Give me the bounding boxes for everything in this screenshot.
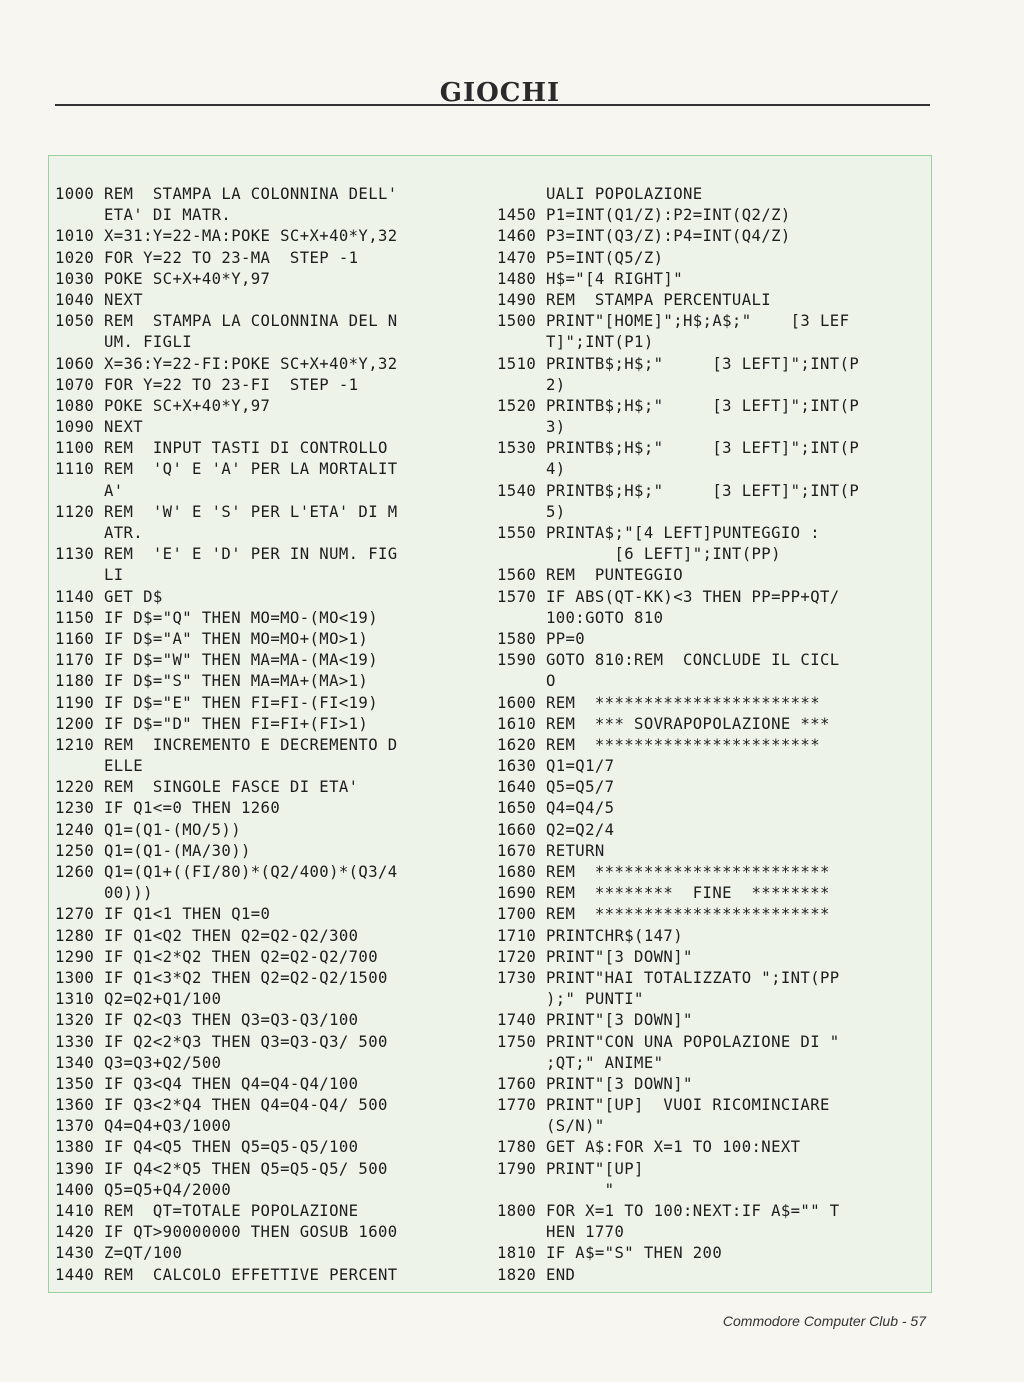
code-line: ELLE <box>55 757 144 776</box>
code-line: A' <box>55 481 124 500</box>
code-line: 2) <box>497 375 566 394</box>
code-line: [6 LEFT]";INT(PP) <box>497 545 781 564</box>
code-line: 1410 REM QT=TOTALE POPOLAZIONE <box>55 1202 359 1220</box>
code-line: 1110 REM 'Q' E 'A' PER LA MORTALIT <box>55 460 398 479</box>
code-line: 1250 Q1=(Q1-(MA/30)) <box>55 841 251 860</box>
code-line: 1520 PRINTB$;H$;" [3 LEFT]";INT(P <box>497 396 860 415</box>
code-line: 1750 PRINT"CON UNA POPOLAZIONE DI " <box>497 1032 840 1051</box>
code-line: 1630 Q1=Q1/7 <box>497 757 615 776</box>
code-line: 1590 GOTO 810:REM CONCLUDE IL CICL <box>497 651 840 670</box>
code-line: 1320 IF Q2<Q3 THEN Q3=Q3-Q3/100 <box>55 1011 359 1030</box>
code-line: 1140 GET D$ <box>55 587 163 606</box>
code-line: 1240 Q1=(Q1-(MO/5)) <box>55 820 241 839</box>
code-line: 1330 IF Q2<2*Q3 THEN Q3=Q3-Q3/ 500 <box>55 1032 388 1051</box>
code-line: 1650 Q4=Q4/5 <box>497 799 615 818</box>
code-line: 4) <box>497 460 566 479</box>
code-line: 1690 REM ******** FINE ******** <box>497 884 830 903</box>
code-line: 1820 END <box>497 1265 576 1284</box>
code-line: HEN 1770 <box>497 1223 625 1242</box>
code-line: 1720 PRINT"[3 DOWN]" <box>497 947 693 966</box>
code-line: 1400 Q5=Q5+Q4/2000 <box>55 1180 232 1199</box>
code-line: 1560 REM PUNTEGGIO <box>497 566 683 585</box>
code-line: ATR. <box>55 524 144 542</box>
code-line: 1000 REM STAMPA LA COLONNINA DELL' <box>55 185 398 203</box>
code-line: 1550 PRINTA$;"[4 LEFT]PUNTEGGIO : <box>497 524 821 542</box>
code-line: 1680 REM ************************ <box>497 863 830 881</box>
code-line: 1150 IF D$="Q" THEN MO=MO-(MO<19) <box>55 608 379 627</box>
code-line: 1220 REM SINGOLE FASCE DI ETA' <box>55 778 359 797</box>
code-line: 1660 Q2=Q2/4 <box>497 820 615 839</box>
code-line: 1050 REM STAMPA LA COLONNINA DEL N <box>55 312 398 331</box>
code-line: 1510 PRINTB$;H$;" [3 LEFT]";INT(P <box>497 354 860 373</box>
code-line: 1090 NEXT <box>55 418 144 437</box>
code-line: UM. FIGLI <box>55 333 193 352</box>
code-line: 1270 IF Q1<1 THEN Q1=0 <box>55 905 271 924</box>
code-line: 1740 PRINT"[3 DOWN]" <box>497 1011 693 1030</box>
code-line: ;QT;" ANIME" <box>497 1053 664 1072</box>
code-line: 1420 IF QT>90000000 THEN GOSUB 1600 <box>55 1223 398 1242</box>
code-line: 1450 P1=INT(Q1/Z):P2=INT(Q2/Z) <box>497 206 791 225</box>
code-line: 1040 NEXT <box>55 290 144 309</box>
code-line: 1460 P3=INT(Q3/Z):P4=INT(Q4/Z) <box>497 227 791 246</box>
code-line: 1580 PP=0 <box>497 629 586 648</box>
header-rule <box>55 104 930 106</box>
code-line: 1340 Q3=Q3+Q2/500 <box>55 1053 222 1072</box>
code-line: 1540 PRINTB$;H$;" [3 LEFT]";INT(P <box>497 481 860 500</box>
code-line: 1120 REM 'W' E 'S' PER L'ETA' DI M <box>55 502 398 521</box>
code-line: 1010 X=31:Y=22-MA:POKE SC+X+40*Y,32 <box>55 227 398 246</box>
code-line: 1390 IF Q4<2*Q5 THEN Q5=Q5-Q5/ 500 <box>55 1159 388 1178</box>
code-line: 1080 POKE SC+X+40*Y,97 <box>55 396 271 415</box>
code-line: 1350 IF Q3<Q4 THEN Q4=Q4-Q4/100 <box>55 1074 359 1093</box>
code-line: 1230 IF Q1<=0 THEN 1260 <box>55 799 281 818</box>
code-line: 1440 REM CALCOLO EFFETTIVE PERCENT <box>55 1265 398 1284</box>
code-line: 1380 IF Q4<Q5 THEN Q5=Q5-Q5/100 <box>55 1138 359 1157</box>
code-line: 1070 FOR Y=22 TO 23-FI STEP -1 <box>55 375 359 394</box>
code-line: 1020 FOR Y=22 TO 23-MA STEP -1 <box>55 248 359 267</box>
code-line: 1300 IF Q1<3*Q2 THEN Q2=Q2-Q2/1500 <box>55 968 388 987</box>
page-footer: Commodore Computer Club - 57 <box>722 1313 926 1329</box>
code-line: ETA' DI MATR. <box>55 206 232 225</box>
code-line: 1640 Q5=Q5/7 <box>497 778 615 797</box>
code-line: 1790 PRINT"[UP] <box>497 1159 644 1178</box>
code-line: 1710 PRINTCHR$(147) <box>497 926 683 945</box>
code-line: 1780 GET A$:FOR X=1 TO 100:NEXT <box>497 1138 801 1157</box>
code-line: 1360 IF Q3<2*Q4 THEN Q4=Q4-Q4/ 500 <box>55 1096 388 1115</box>
listing-column-right <box>497 184 927 1286</box>
code-line: 1260 Q1=(Q1+((FI/80)*(Q2/400)*(Q3/4 <box>55 863 398 881</box>
code-line: 1170 IF D$="W" THEN MA=MA-(MA<19) <box>55 651 379 670</box>
code-line: 1370 Q4=Q4+Q3/1000 <box>55 1117 232 1136</box>
code-line: 1670 RETURN <box>497 841 605 860</box>
code-line: UALI POPOLAZIONE <box>497 185 703 203</box>
code-line: 1470 P5=INT(Q5/Z) <box>497 248 664 267</box>
code-line: 1620 REM *********************** <box>497 735 821 754</box>
code-line: (S/N)" <box>497 1117 605 1136</box>
code-line: 1160 IF D$="A" THEN MO=MO+(MO>1) <box>55 629 369 648</box>
code-line: 1530 PRINTB$;H$;" [3 LEFT]";INT(P <box>497 439 860 458</box>
code-line: 00))) <box>55 884 153 903</box>
code-line: 1610 REM *** SOVRAPOPOLAZIONE *** <box>497 714 830 733</box>
code-line: 1480 H$="[4 RIGHT]" <box>497 269 683 288</box>
code-line: );" PUNTI" <box>497 990 644 1009</box>
code-line: 1730 PRINT"HAI TOTALIZZATO ";INT(PP <box>497 968 840 987</box>
code-line: T]";INT(P1) <box>497 333 654 352</box>
code-line: 1130 REM 'E' E 'D' PER IN NUM. FIG <box>55 545 398 564</box>
code-line: 1190 IF D$="E" THEN FI=FI-(FI<19) <box>55 693 379 712</box>
code-line: 1700 REM ************************ <box>497 905 830 924</box>
code-line: 1490 REM STAMPA PERCENTUALI <box>497 290 772 309</box>
code-line: LI <box>55 566 124 585</box>
code-line: 1500 PRINT"[HOME]";H$;A$;" [3 LEF <box>497 312 850 331</box>
code-line: " <box>497 1180 615 1199</box>
code-line: 1430 Z=QT/100 <box>55 1244 183 1263</box>
code-line: 1180 IF D$="S" THEN MA=MA+(MA>1) <box>55 672 369 691</box>
code-line: 1760 PRINT"[3 DOWN]" <box>497 1074 693 1093</box>
code-line: 1100 REM INPUT TASTI DI CONTROLLO <box>55 439 388 458</box>
code-line: 1210 REM INCREMENTO E DECREMENTO D <box>55 735 398 754</box>
code-line: 1280 IF Q1<Q2 THEN Q2=Q2-Q2/300 <box>55 926 359 945</box>
code-line: 1600 REM *********************** <box>497 693 821 712</box>
code-line: 1200 IF D$="D" THEN FI=FI+(FI>1) <box>55 714 369 733</box>
code-line: O <box>497 672 556 691</box>
listing-column-left <box>55 184 485 1286</box>
code-line: 1060 X=36:Y=22-FI:POKE SC+X+40*Y,32 <box>55 354 398 373</box>
code-line: 1770 PRINT"[UP] VUOI RICOMINCIARE <box>497 1096 830 1115</box>
code-line: 1810 IF A$="S" THEN 200 <box>497 1244 723 1263</box>
code-line: 1800 FOR X=1 TO 100:NEXT:IF A$="" T <box>497 1202 840 1220</box>
code-line: 100:GOTO 810 <box>497 608 664 627</box>
code-line: 3) <box>497 418 566 437</box>
code-line: 1570 IF ABS(QT-KK)<3 THEN PP=PP+QT/ <box>497 587 840 606</box>
code-line: 1310 Q2=Q2+Q1/100 <box>55 990 222 1009</box>
code-line: 5) <box>497 502 566 521</box>
code-line: 1290 IF Q1<2*Q2 THEN Q2=Q2-Q2/700 <box>55 947 379 966</box>
basic-listing <box>48 155 932 1293</box>
section-title: GIOCHI <box>439 78 561 108</box>
code-line: 1030 POKE SC+X+40*Y,97 <box>55 269 271 288</box>
